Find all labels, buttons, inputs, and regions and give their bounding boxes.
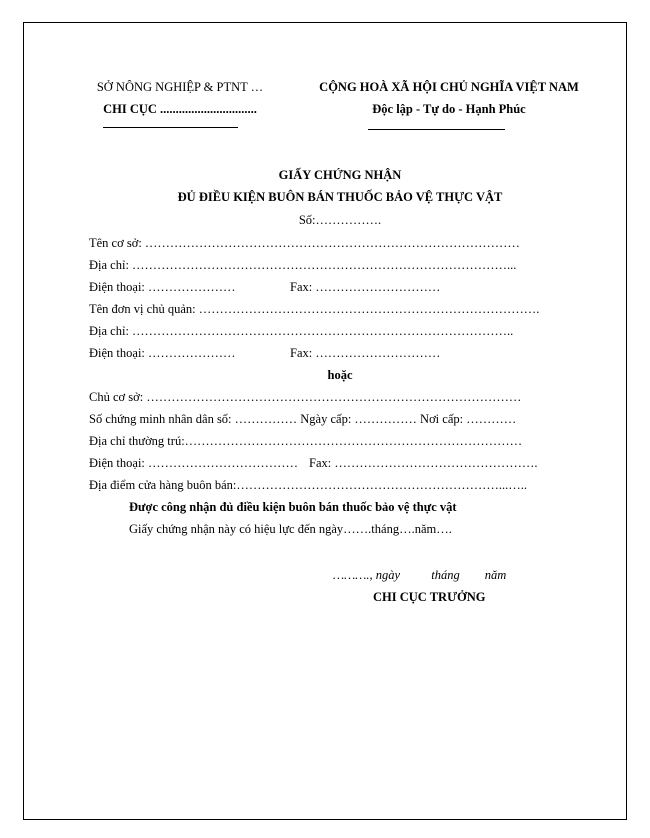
or-separator: hoặc [327, 368, 353, 382]
certification-statement: Được công nhận đủ điều kiện buôn bán thuốc bảo vệ thực vật [129, 500, 457, 514]
facility-name-line: Tên cơ sở: ……………………………………………………………………………… [89, 236, 520, 250]
id-card-line: Số chứng minh nhân dân số: …………… Ngày cấp: …………… Nơi cấp: ………… [89, 412, 517, 426]
managing-unit-line: Tên đơn vị chủ quản: ………………………………………………………………………. [89, 302, 540, 316]
sign-date-line: ………., ngày tháng năm [333, 568, 507, 582]
phone-line-3: Điện thoại: ……………………………… [89, 456, 299, 470]
fax-line-2: Fax: ………………………… [290, 346, 441, 360]
certificate-number: Số:……………. [298, 213, 382, 227]
left-header-underline [103, 127, 238, 128]
document-subtitle: ĐỦ ĐIỀU KIỆN BUÔN BÁN THUỐC BẢO VỆ THỰC VẬT [177, 190, 503, 204]
phone-line-1: Điện thoại: ………………… [89, 280, 236, 294]
signer-title: CHI CỤC TRƯỞNG [373, 590, 486, 604]
validity-line: Giấy chứng nhận này có hiệu lực đến ngày…….tháng….năm…. [129, 522, 452, 536]
fax-line-1: Fax: ………………………… [290, 280, 441, 294]
address-line-2: Địa chỉ: ……………………………………………………………………………….. [89, 324, 514, 338]
fax-line-3: Fax: …………………………………………. [309, 456, 538, 470]
country-name: CỘNG HOÀ XÃ HỘI CHỦ NGHĨA VIỆT NAM [319, 80, 579, 94]
national-motto: Độc lập - Tự do - Hạnh Phúc [372, 102, 526, 116]
owner-line: Chủ cơ sở: ……………………………………………………………………………… [89, 390, 522, 404]
document-title: GIẤY CHỨNG NHẬN [278, 168, 402, 182]
store-location-line: Địa điểm cửa hàng buôn bán:………………………………………………………...….. [89, 478, 527, 492]
phone-line-2: Điện thoại: ………………… [89, 346, 236, 360]
right-header-underline [368, 129, 505, 130]
address-line-1: Địa chỉ: ………………………………………………………………………………... [89, 258, 517, 272]
branch-name: CHI CỤC ............................... [103, 102, 257, 116]
permanent-address-line: Địa chỉ thường trú:……………………………………………………………………… [89, 434, 523, 448]
ministry-name: SỞ NÔNG NGHIỆP & PTNT … [96, 80, 264, 94]
